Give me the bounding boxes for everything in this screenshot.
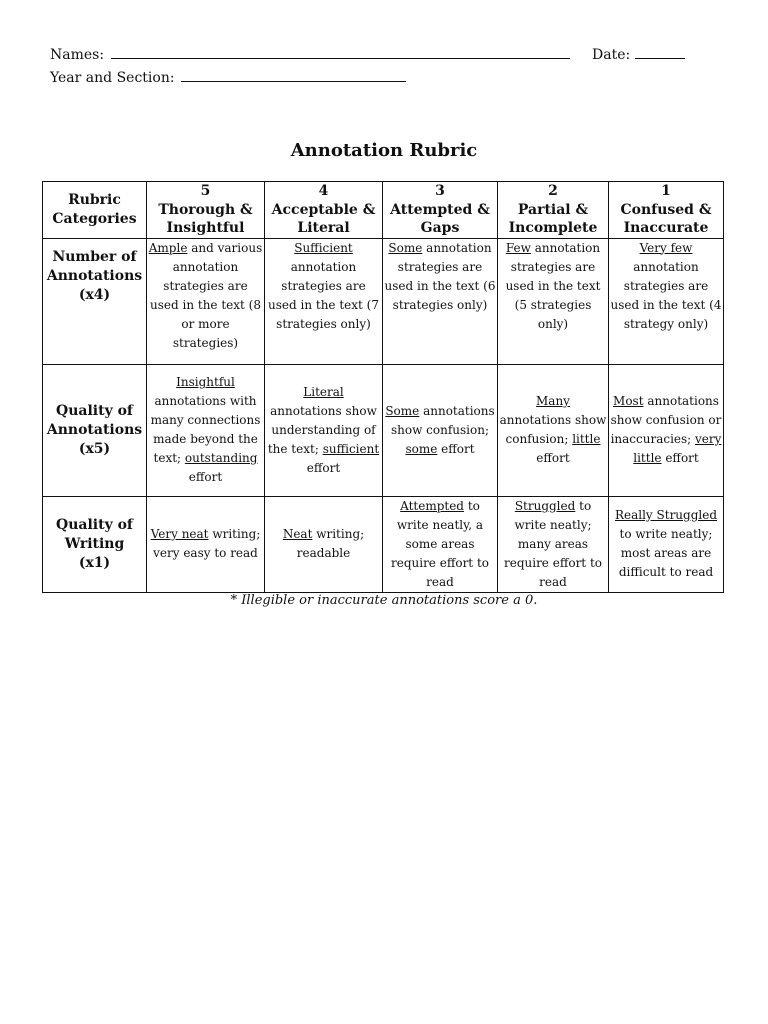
criteria-text: annotation strategies are used in the text (5 strategies only) <box>505 240 601 331</box>
criteria-cell <box>265 496 383 592</box>
criteria-text: annotations with many connections made beyond the text; <box>150 394 261 465</box>
criteria-text: writing; readable <box>296 527 365 560</box>
date-blank[interactable] <box>635 46 685 59</box>
category-cell: Number of Annotations (x4) <box>43 238 147 364</box>
emphasis-text: sufficient <box>322 441 380 456</box>
header-cell-score-4: 4 Acceptable & Literal <box>265 182 383 239</box>
names-blank-1[interactable] <box>111 46 398 59</box>
emphasis-text: Insightful <box>176 375 235 389</box>
criteria-text: writing; very easy to read <box>153 527 261 560</box>
emphasis-text: Very neat <box>150 527 209 541</box>
year-section-label: Year and Section: <box>50 70 175 86</box>
emphasis-text: Some <box>388 240 423 255</box>
emphasis-text: Struggled <box>514 498 576 513</box>
table-row <box>43 496 724 592</box>
year-section-blank[interactable] <box>181 69 406 82</box>
criteria-cell <box>498 364 609 496</box>
criteria-cell <box>383 364 498 496</box>
year-section-row <box>50 69 406 86</box>
table-row <box>43 364 724 496</box>
criteria-cell <box>265 238 383 364</box>
criteria-cell <box>265 364 383 496</box>
criteria-cell <box>147 238 265 364</box>
emphasis-text: Some <box>385 403 420 418</box>
names-blank-2[interactable] <box>398 46 570 59</box>
header-cell-score-5: 5 Thorough & Insightful <box>147 182 265 239</box>
emphasis-text: Few <box>505 240 531 255</box>
emphasis-text: Many <box>536 394 570 408</box>
criteria-cell <box>147 364 265 496</box>
criteria-text: effort <box>661 451 699 465</box>
criteria-text: effort <box>306 460 341 475</box>
criteria-text: to write neatly, a some areas require effort to read <box>390 498 489 589</box>
header-cell-categories: Rubric Categories <box>43 182 147 239</box>
criteria-text: to write neatly; most areas are difficult to read <box>618 527 714 579</box>
criteria-text: effort <box>437 441 475 456</box>
emphasis-text: Attempted <box>400 498 464 513</box>
emphasis-text: little <box>572 432 601 446</box>
criteria-text: annotation strategies are used in the text (7 strategies only) <box>268 259 379 331</box>
criteria-cell <box>609 364 724 496</box>
header-cell-score-3: 3 Attempted & Gaps <box>383 182 498 239</box>
criteria-text: effort <box>536 451 570 465</box>
criteria-cell <box>498 496 609 592</box>
criteria-text: annotations show confusion or inaccuracies; <box>610 394 722 446</box>
emphasis-text: Really Struggled <box>614 508 718 522</box>
criteria-cell <box>383 238 498 364</box>
criteria-text: annotation strategies are used in the text (4 strategy only) <box>610 259 722 331</box>
names-row <box>50 46 570 63</box>
emphasis-text: outstanding <box>184 451 258 465</box>
criteria-text: annotation strategies are used in the text (6 strategies only) <box>384 240 496 312</box>
date-label: Date: <box>592 47 631 63</box>
emphasis-text: Neat <box>282 527 313 541</box>
emphasis-text: some <box>405 441 438 456</box>
emphasis-text: Sufficient <box>294 240 353 255</box>
criteria-cell <box>609 496 724 592</box>
emphasis-text: very little <box>633 432 722 465</box>
footnote: * Illegible or inaccurate annotations score a 0. <box>230 593 538 608</box>
criteria-text: annotations show understanding of the text; <box>267 403 377 456</box>
criteria-text: annotations show confusion; <box>499 413 607 446</box>
table-row <box>43 238 724 364</box>
criteria-cell <box>147 496 265 592</box>
header-cell-score-1: 1 Confused & Inaccurate <box>609 182 724 239</box>
emphasis-text: Literal <box>303 384 344 399</box>
header-row <box>43 182 724 239</box>
rubric-table <box>42 181 724 593</box>
criteria-cell <box>609 238 724 364</box>
criteria-text: to write neatly; many areas require effort to read <box>503 498 602 589</box>
category-cell: Quality of Annotations (x5) <box>43 364 147 496</box>
names-label: Names: <box>50 47 105 63</box>
page-title: Annotation Rubric <box>290 140 478 161</box>
criteria-text: and various annotation strategies are used in the text (8 or more strategies) <box>150 240 263 350</box>
criteria-cell <box>498 238 609 364</box>
criteria-cell <box>383 496 498 592</box>
header-cell-score-2: 2 Partial & Incomplete <box>498 182 609 239</box>
criteria-text: annotations show confusion; <box>390 403 495 437</box>
emphasis-text: Very few <box>639 240 693 255</box>
category-cell: Quality of Writing (x1) <box>43 496 147 592</box>
criteria-text: effort <box>188 470 223 484</box>
date-row <box>592 46 685 63</box>
emphasis-text: Ample <box>148 240 188 255</box>
emphasis-text: Most <box>613 394 644 408</box>
